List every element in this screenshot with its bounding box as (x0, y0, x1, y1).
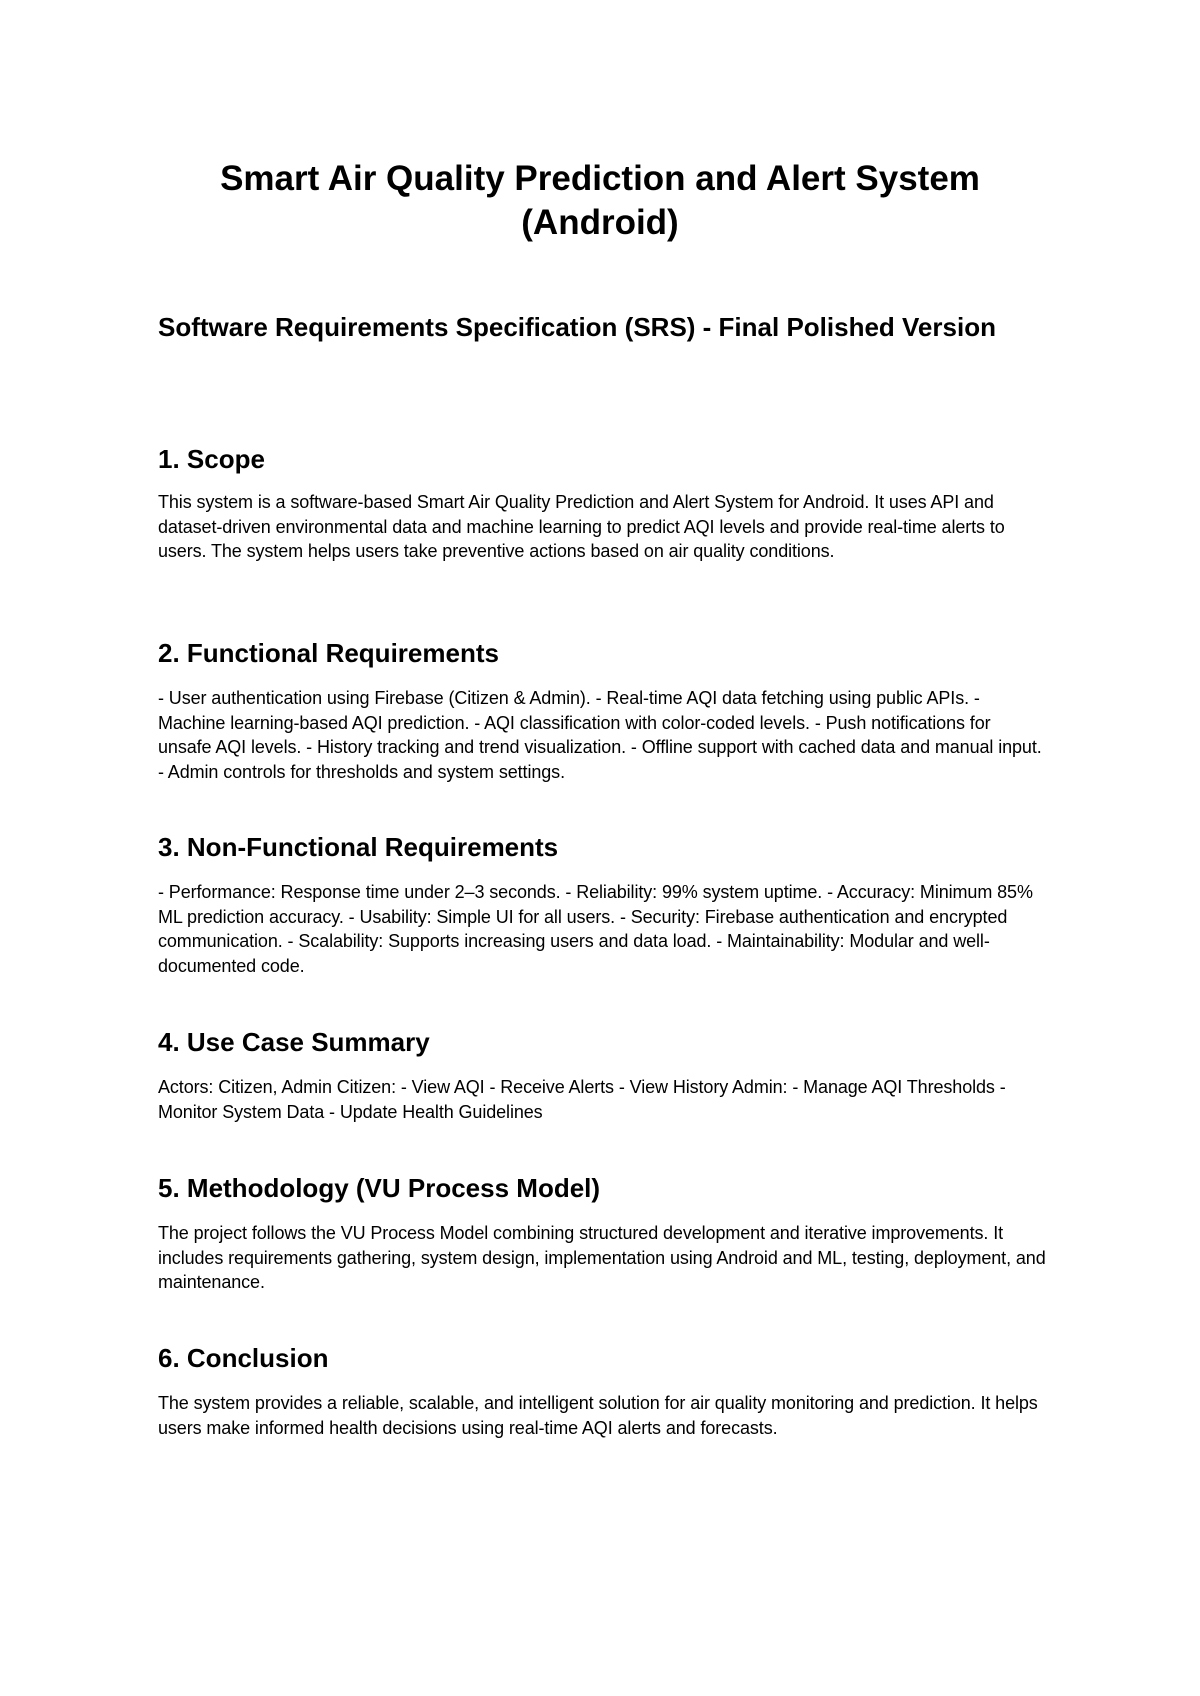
document-title: Smart Air Quality Prediction and Alert System (Android) (220, 159, 980, 242)
section-heading: 3. Non-Functional Requirements (158, 832, 559, 862)
section-body: - User authentication using Firebase (Citizen & Admin). - Real-time AQI data fetching using public APIs. - Machine learning-based AQI prediction. - AQI classification with color-coded levels. - Push notifications for unsafe AQI levels. - History tracking and trend visualization. - Offline support with cached data and manual input. - Admin controls for thresholds and system settings. (158, 688, 1042, 782)
section-heading: 1. Scope (158, 444, 265, 474)
section-methodology (158, 1172, 1048, 1295)
section-body: This system is a software-based Smart Air Quality Prediction and Alert System for Android. It uses API and dataset-driven environmental data and machine learning to predict AQI levels and provide real-time alerts to users. The system helps users take preventive actions based on air quality conditions. (158, 492, 1005, 561)
section-non-functional-requirements (158, 831, 1048, 978)
section-scope (158, 443, 1048, 564)
section-body: Actors: Citizen, Admin Citizen: - View AQI - Receive Alerts - View History Admin: - Manage AQI Thresholds - Monitor System Data - Update Health Guidelines (158, 1077, 1006, 1122)
section-body: The system provides a reliable, scalable, and intelligent solution for air quality monitoring and prediction. It helps users make informed health decisions using real-time AQI alerts and forecasts. (158, 1393, 1038, 1438)
section-functional-requirements (158, 637, 1048, 784)
section-conclusion (158, 1342, 1048, 1440)
section-use-case-summary (158, 1026, 1048, 1124)
document-subtitle: Software Requirements Specification (SRS) - Final Polished Version (158, 312, 996, 342)
section-heading: 4. Use Case Summary (158, 1027, 430, 1057)
section-heading: 6. Conclusion (158, 1343, 329, 1373)
section-heading: 2. Functional Requirements (158, 638, 499, 668)
section-body: The project follows the VU Process Model combining structured development and iterative improvements. It includes requirements gathering, system design, implementation using Android and ML, testing, deployment, and maintenance. (158, 1223, 1046, 1292)
section-body: - Performance: Response time under 2–3 seconds. - Reliability: 99% system uptime. - Accuracy: Minimum 85% ML prediction accuracy. - Usability: Simple UI for all users. - Security: Firebase authentication and encrypted communication. - Scalability: Supports increasing users and data load. - Maintainability: Modular and well-documented code. (158, 882, 1033, 976)
section-heading: 5. Methodology (VU Process Model) (158, 1173, 601, 1203)
